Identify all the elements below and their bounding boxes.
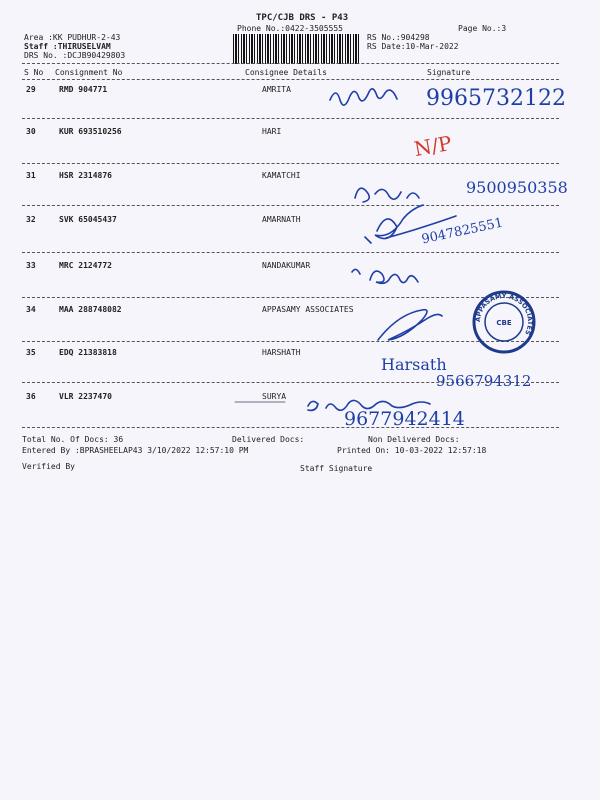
signature-scribble bbox=[352, 269, 418, 283]
handwritten-phone: 9047825551 bbox=[420, 215, 505, 248]
row-sno: 32 bbox=[26, 215, 36, 224]
handwritten-phone: 9965732122 bbox=[426, 86, 566, 111]
staff-signature: Staff Signature bbox=[300, 464, 373, 473]
entered-by: Entered By :BPRASHEELAP43 3/10/2022 12:57:10 PM bbox=[22, 446, 249, 455]
handwritten-phone: 9500950358 bbox=[466, 178, 568, 197]
row-consignee: NANDAKUMAR bbox=[262, 261, 311, 270]
row-consignment: RMD 904771 bbox=[59, 85, 108, 94]
row-sno: 35 bbox=[26, 348, 36, 357]
row-sno: 31 bbox=[26, 171, 36, 180]
handwritten-phone: 9677942414 bbox=[344, 408, 465, 430]
row-consignee: KAMATCHI bbox=[262, 171, 301, 180]
column-header-signature: Signature bbox=[427, 68, 471, 77]
signature-scribble bbox=[330, 89, 397, 105]
row-consignment: MAA 288748082 bbox=[59, 305, 122, 314]
row-consignee: APPASAMY ASSOCIATES bbox=[262, 305, 354, 314]
phone-number: Phone No.:0422-3505555 bbox=[237, 24, 343, 33]
row-consignee: HARI bbox=[262, 127, 282, 136]
handwritten-phone: 9566794312 bbox=[436, 372, 532, 390]
page-number: Page No.:3 bbox=[458, 24, 507, 33]
company-stamp bbox=[471, 289, 537, 355]
row-consignment: VLR 2237470 bbox=[59, 392, 112, 401]
row-consignee: HARSHATH bbox=[262, 348, 301, 357]
row-consignment: SVK 65045437 bbox=[59, 215, 117, 224]
row-sno: 30 bbox=[26, 127, 36, 136]
signature-scribble bbox=[378, 310, 442, 340]
column-header-consignment: Consignment No bbox=[55, 68, 123, 77]
rs-date: RS Date:10-Mar-2022 bbox=[367, 42, 459, 51]
row-consignment: KUR 693510256 bbox=[59, 127, 122, 136]
row-sno: 34 bbox=[26, 305, 36, 314]
handwritten-note: N/P bbox=[412, 130, 454, 162]
non-delivered-docs: Non Delivered Docs: bbox=[368, 435, 460, 444]
row-consignment: EDQ 21383818 bbox=[59, 348, 117, 357]
row-sno: 33 bbox=[26, 261, 36, 270]
stamp-subtext: CBE bbox=[496, 319, 512, 327]
column-header-consignee: Consignee Details bbox=[245, 68, 327, 77]
handwritten-name: Harsath bbox=[381, 355, 447, 374]
area-label: Area :KK PUDHUR-2-43 bbox=[24, 33, 121, 42]
row-consignee: AMRITA bbox=[262, 85, 291, 94]
stamp-text: APPASAMY ASSOCIATES bbox=[473, 291, 535, 337]
row-consignee: SURYA bbox=[262, 392, 287, 401]
row-sno: 36 bbox=[26, 392, 36, 401]
drs-number: DRS No. :DCJB90429803 bbox=[24, 51, 126, 60]
signature-scribble bbox=[355, 188, 419, 202]
delivered-docs: Delivered Docs: bbox=[232, 435, 305, 444]
row-sno: 29 bbox=[26, 85, 36, 94]
row-consignment: MRC 2124772 bbox=[59, 261, 112, 270]
signature-scribble bbox=[365, 205, 423, 243]
sheet-title: TPC/CJB DRS - P43 bbox=[256, 13, 349, 23]
printed-on: Printed On: 10-03-2022 12:57:18 bbox=[337, 446, 487, 455]
row-consignee: AMARNATH bbox=[262, 215, 301, 224]
staff-label: Staff :THIRUSELVAM bbox=[24, 42, 111, 51]
total-docs: Total No. Of Docs: 36 bbox=[22, 435, 124, 444]
row-consignment: HSR 2314876 bbox=[59, 171, 112, 180]
rs-number: RS No.:904298 bbox=[367, 33, 430, 42]
verified-by: Verified By bbox=[22, 462, 75, 471]
column-header-sno: S No bbox=[24, 68, 44, 77]
